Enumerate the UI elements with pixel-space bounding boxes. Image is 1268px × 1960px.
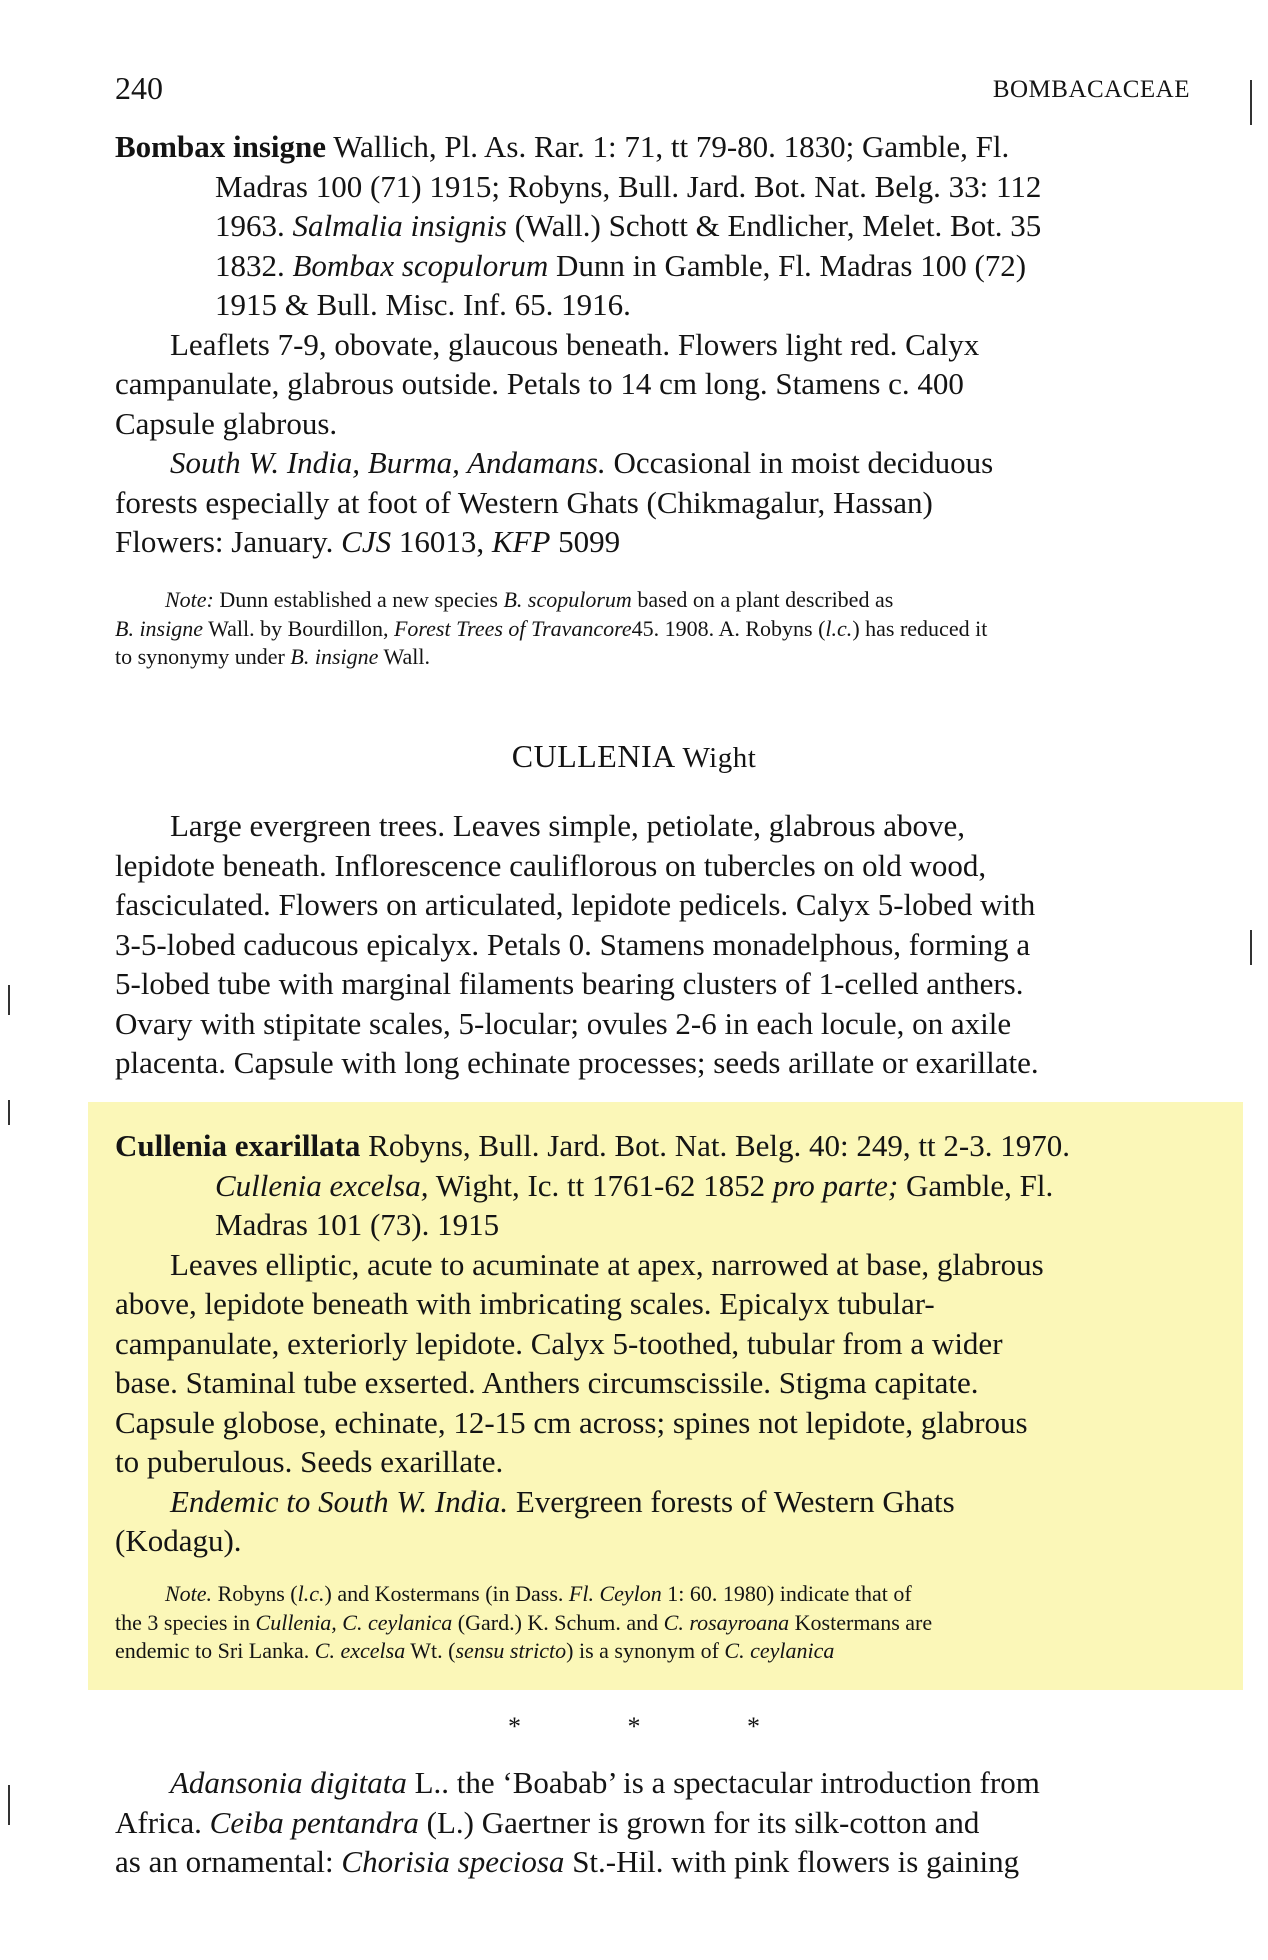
citation-line: Cullenia excelsa, Wight, Ic. tt 1761-62 1852 pro parte; Gamble, Fl. xyxy=(215,1167,1054,1203)
distribution-line: South W. India, Burma, Andamans. Occasional in moist deciduous xyxy=(170,445,994,480)
separator-star: * xyxy=(508,1712,521,1741)
cullenia-note xyxy=(115,1580,1190,1666)
synonym: Bombax scopulorum xyxy=(292,247,549,283)
citation-line: 1963. Salmalia insignis (Wall.) Schott & Endlicher, Melet. Bot. 35 xyxy=(215,208,1042,243)
citation-line: Madras 100 (71) 1915; Robyns, Bull. Jard. Bot. Nat. Belg. 33: 112 xyxy=(215,168,1042,204)
distribution-line: Flowers: January. CJS 16013, KFP 5099 xyxy=(115,524,621,559)
citation-line: 1832. Bombax scopulorum Dunn in Gamble, Fl. Madras 100 (72) xyxy=(215,247,1027,283)
genus-description xyxy=(115,806,1190,1083)
distribution-line: forests especially at foot of Western Ghats (Chikmagalur, Hassan) xyxy=(115,484,933,520)
species-name: Bombax insigne xyxy=(115,129,327,164)
citation-line: Cullenia exarillata Robyns, Bull. Jard. Bot. Nat. Belg. 40: 249, tt 2-3. 1970. xyxy=(115,1128,1070,1163)
cullenia-exarillata-entry xyxy=(115,1126,1190,1561)
genus-author: Wight xyxy=(682,742,757,774)
scan-margin-mark xyxy=(8,985,10,1015)
description-line: fasciculated. Flowers on articulated, lepidote pedicels. Calyx 5-lobed with xyxy=(115,887,1036,922)
description-line: Large evergreen trees. Leaves simple, petiolate, glabrous above, xyxy=(170,808,966,843)
separator-star: * xyxy=(627,1712,641,1741)
scan-margin-mark xyxy=(8,1785,10,1825)
citation-line: Bombax insigne Wallich, Pl. As. Rar. 1: 71, tt 79-80. 1830; Gamble, Fl. xyxy=(115,129,1010,164)
description-line: 5-lobed tube with marginal filaments bearing clusters of 1-celled anthers. xyxy=(115,966,1024,1001)
citation-line: Madras 101 (73). 1915 xyxy=(215,1207,500,1242)
description-line: Leaflets 7-9, obovate, glaucous beneath. Flowers light red. Calyx xyxy=(170,326,980,362)
bombax-insigne-entry xyxy=(115,127,1190,562)
description-line: base. Staminal tube exserted. Anthers circumscissile. Stigma capitate. xyxy=(115,1365,979,1400)
description-line: lepidote beneath. Inflorescence cauliflorous on tubercles on old wood, xyxy=(115,847,987,883)
species-name: Cullenia exarillata xyxy=(115,1128,361,1163)
distribution-line: (Kodagu). xyxy=(115,1523,242,1558)
synonym: Salmalia insignis xyxy=(292,208,507,243)
page-header xyxy=(115,70,1190,110)
description-line: Leaves elliptic, acute to acuminate at apex, narrowed at base, glabrous xyxy=(170,1246,1044,1282)
region: South W. India, Burma, Andamans. xyxy=(170,445,606,480)
scan-margin-mark xyxy=(1250,80,1252,125)
genus-heading xyxy=(0,738,1268,775)
note-line: endemic to Sri Lanka. C. excelsa Wt. (sensu stricto) is a synonym of C. ceylanica xyxy=(115,1638,835,1663)
genus-name: CULLENIA xyxy=(511,738,674,774)
description-line: campanulate, exteriorly lepidote. Calyx 5-toothed, tubular from a wider xyxy=(115,1325,1003,1361)
page-number: 240 xyxy=(115,70,163,106)
separator-star: * xyxy=(747,1712,760,1741)
description-line: 3-5-lobed caducous epicalyx. Petals 0. Stamens monadelphous, forming a xyxy=(115,926,1031,962)
scan-margin-mark xyxy=(8,1100,10,1125)
bombax-note xyxy=(115,586,1190,672)
description-line: placenta. Capsule with long echinate processes; seeds arillate or exarillate. xyxy=(115,1045,1039,1080)
note-line: the 3 species in Cullenia, C. ceylanica (Gard.) K. Schum. and C. rosayroana Kostermans are xyxy=(115,1609,933,1635)
description-line: Capsule glabrous. xyxy=(115,405,338,441)
synonym: Cullenia excelsa, xyxy=(215,1167,429,1203)
paragraph-line: as an ornamental: Chorisia speciosa St.-Hil. with pink flowers is gaining xyxy=(115,1844,1020,1879)
distribution-line: Endemic to South W. India. Evergreen forests of Western Ghats xyxy=(170,1483,955,1519)
section-separator xyxy=(0,1712,1268,1742)
scan-margin-mark xyxy=(1250,930,1252,965)
description-line: campanulate, glabrous outside. Petals to 14 cm long. Stamens c. 400 xyxy=(115,366,964,401)
description-line: to puberulous. Seeds exarillate. xyxy=(115,1444,504,1479)
description-line: Ovary with stipitate scales, 5-locular; ovules 2-6 in each locule, on axile xyxy=(115,1005,1012,1041)
note-line: B. insigne Wall. by Bourdillon, Forest Trees of Travancore45. 1908. A. Robyns (l.c.) has reduced it xyxy=(115,615,988,641)
note-line: Note. Robyns (l.c.) and Kostermans (in Dass. Fl. Ceylon 1: 60. 1980) indicate that of xyxy=(165,1581,912,1606)
description-line: Capsule globose, echinate, 12-15 cm across; spines not lepidote, glabrous xyxy=(115,1404,1028,1440)
running-head: BOMBACACEAE xyxy=(992,76,1190,103)
region: Endemic to South W. India. xyxy=(170,1483,509,1519)
paragraph-line: Africa. Ceiba pentandra (L.) Gaertner is grown for its silk-cotton and xyxy=(115,1804,980,1840)
paragraph-line: Adansonia digitata L.. the ‘Boabab’ is a spectacular introduction from xyxy=(170,1765,1040,1800)
description-line: above, lepidote beneath with imbricating scales. Epicalyx tubular- xyxy=(115,1286,935,1321)
note-line: Note: Dunn established a new species B. scopulorum based on a plant described as xyxy=(165,587,894,612)
note-line: to synonymy under B. insigne Wall. xyxy=(115,644,430,669)
closing-paragraph xyxy=(115,1763,1190,1882)
citation-line: 1915 & Bull. Misc. Inf. 65. 1916. xyxy=(215,287,631,322)
